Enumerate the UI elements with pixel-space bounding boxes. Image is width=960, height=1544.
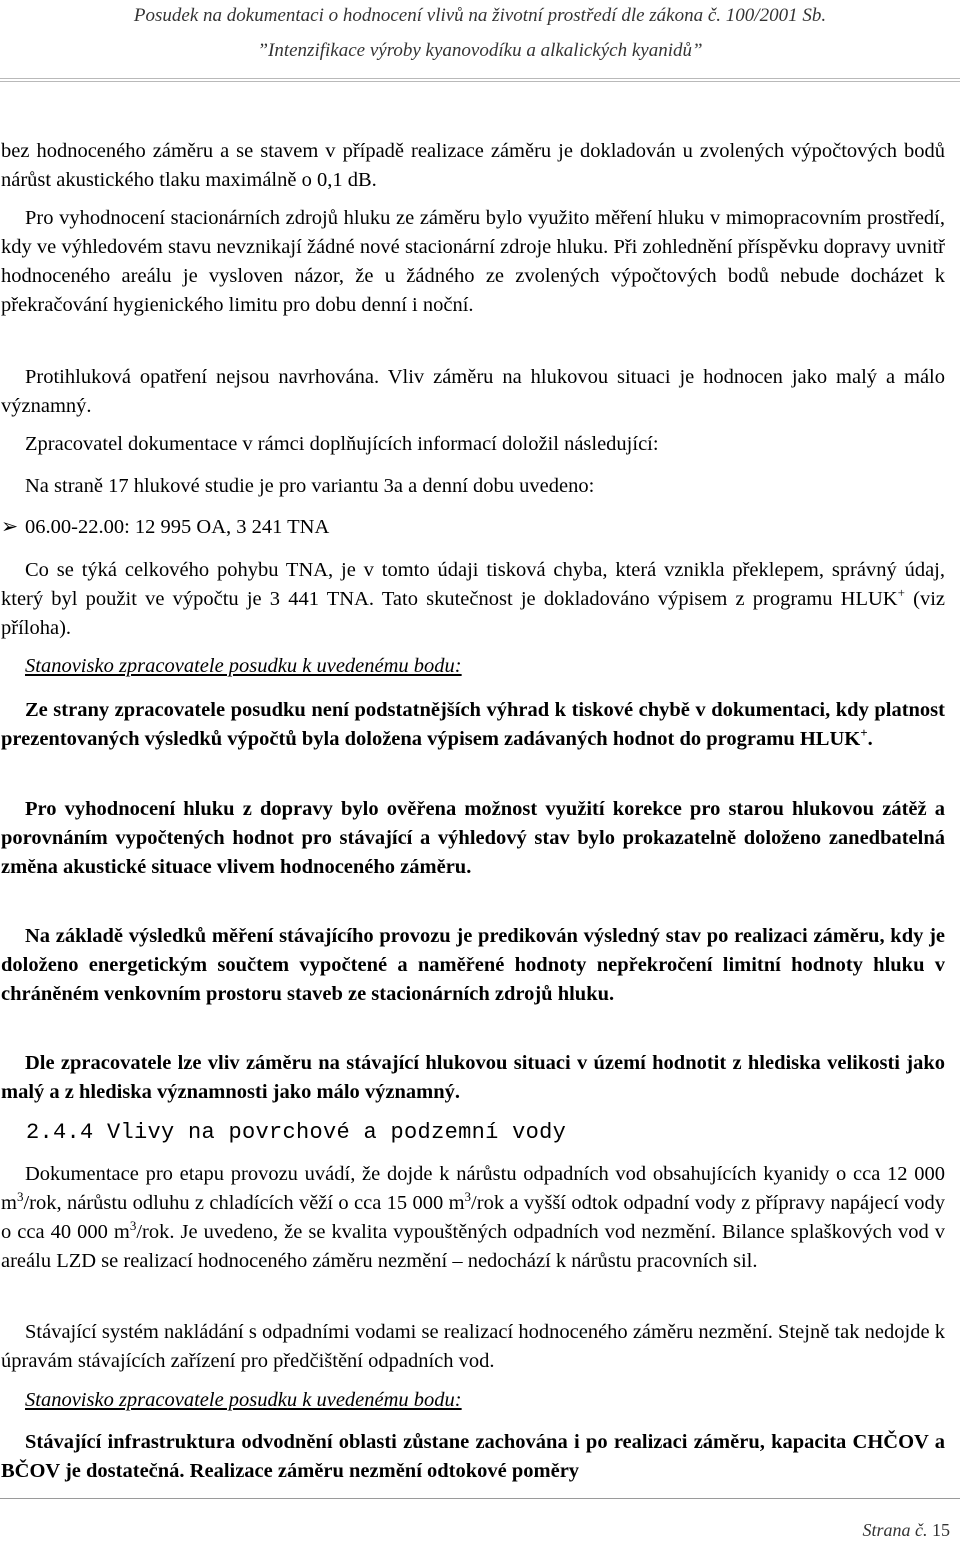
- bold-paragraph-2: Pro vyhodnocení hluku z dopravy bylo ověřena možnost využití korekce pro starou hlukovou zátěž a porovnáním vypočtených hodnot pro stávající a výhledový stav bylo prokazatelně doloženo zanedbatelná změna akustické situace vlivem hodnoceného záměru.: [1, 798, 945, 878]
- paragraph-5: Na straně 17 hlukové studie je pro variantu 3a a denní dobu uvedeno:: [25, 475, 595, 497]
- section-heading: 2.4.4 Vlivy na povrchové a podzemní vody: [26, 1120, 567, 1145]
- paragraph-6: Co se týká celkového pohybu TNA, je v tomto údaji tisková chyba, která vznikla překlepem, správný údaj, který byl použit ve výpočtu je 3 441 TNA. Tato skutečnost je dokladováno výpisem z programu HLUK+ (viz příloha).: [1, 559, 945, 639]
- footer-divider: [0, 1498, 960, 1499]
- bold-paragraph-4: Dle zpracovatele lze vliv záměru na stávající hlukovou situaci v území hodnotit z hlediska velikosti jako malý a z hlediska významnosti jako málo významný.: [1, 1052, 945, 1103]
- paragraph-4: Zpracovatel dokumentace v rámci doplňujících informací doložil následující:: [25, 433, 659, 455]
- header-subtitle: ”Intenzifikace výroby kyanovodíku a alkalických kyanidů”: [257, 40, 703, 61]
- bold-paragraph-3: Na základě výsledků měření stávajícího provozu je predikován výsledný stav po realizaci záměru, kdy je doloženo energetickým součtem vypočtené a naměřené hodnoty nepřekročení limitní hodnoty hluku v chráněném venkovním prostoru staveb ze stacionárních zdrojů hluku.: [1, 925, 945, 1005]
- paragraph-1: bez hodnoceného záměru a se stavem v případě realizace záměru je dokladován u zvolených výpočtových bodů nárůst akustického tlaku maximálně o 0,1 dB.: [1, 140, 945, 191]
- heading-stanovisko-2: Stanovisko zpracovatele posudku k uvedenému bodu:: [25, 1389, 462, 1411]
- paragraph-8: Stávající systém nakládání s odpadními vodami se realizací hodnoceného záměru nezmění. Stejně tak nedojde k úpravám stávajících zařízení pro předčištění odpadních vod.: [1, 1321, 945, 1372]
- header-title: Posudek na dokumentaci o hodnocení vlivů na životní prostředí dle zákona č. 100/2001 Sb.: [133, 5, 827, 26]
- arrow-bullet-icon: ➢: [1, 516, 19, 538]
- bold-paragraph-5: Stávající infrastruktura odvodnění oblasti zůstane zachována i po realizaci záměru, kapacita CHČOV a BČOV je dostatečná. Realizace záměru nezmění odtokové poměry: [1, 1431, 945, 1482]
- page-number: Strana č. 15: [862, 1520, 950, 1540]
- bold-paragraph-1: Ze strany zpracovatele posudku není podstatnějších výhrad k tiskové chybě v dokumentaci, kdy platnost prezentovaných výsledků výpočtů byla doložena výpisem zadávaných hodnot do programu HLUK+.: [1, 699, 945, 750]
- header-divider: [0, 78, 960, 82]
- heading-stanovisko-1: Stanovisko zpracovatele posudku k uvedenému bodu:: [25, 655, 462, 677]
- bullet-text: 06.00-22.00: 12 995 OA, 3 241 TNA: [25, 516, 330, 538]
- paragraph-2: Pro vyhodnocení stacionárních zdrojů hluku ze záměru bylo využito měření hluku v mimopracovním prostředí, kdy ve výhledovém stavu nevznikají žádné nové stacionární zdroje hluku. Při zohlednění příspěvku dopravy uvnitř hodnoceného areálu je vysloven názor, že u žádného ze zvolených výpočtových bodů nebude docházet k překračování hygienického limitu pro dobu denní i noční.: [1, 207, 945, 316]
- paragraph-7: Dokumentace pro etapu provozu uvádí, že dojde k nárůstu odpadních vod obsahujících kyanidy o cca 12 000 $m^3$/rok, nárůstu odluhu z chladících věží o cca 15 000 $m^3$/rok a vyšší odtok odpadní vody z přípravy napájecí vody o cca 40 000 $m^3$/rok. Je uvedeno, že se kvalita vypouštěných odpadních vod nezmění. Bilance splaškových vod v areálu LZD se realizací hodnoceného záměru nezmění – nedochází k nárůstu pracovních sil.: [1, 1163, 945, 1272]
- paragraph-3: Protihluková opatření nejsou navrhována. Vliv záměru na hlukovou situaci je hodnocen jako malý a málo významný.: [1, 366, 945, 417]
- bullet-item: [1, 513, 329, 542]
